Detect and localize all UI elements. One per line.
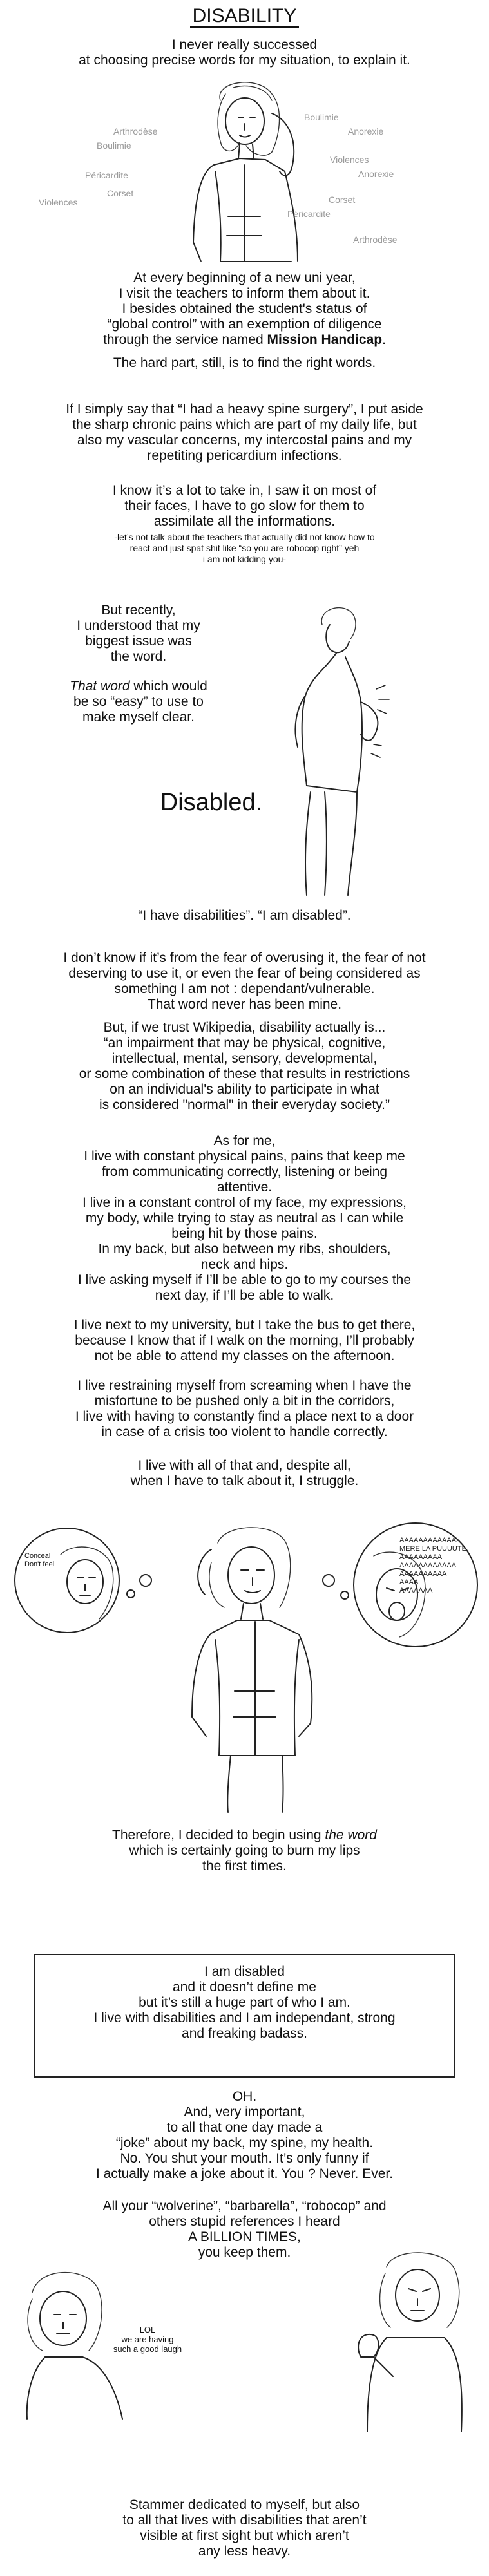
calm-face-sketch xyxy=(54,1542,116,1625)
bus-text: I live next to my university, but I take the bus to get there, because I know that if I walk on the morning, I’ll probably not be able to attend my classes on the afternoon. xyxy=(73,1318,416,1363)
word-boulimie-right: Boulimie xyxy=(304,112,339,122)
disabled-heading: Disabled. xyxy=(160,789,263,816)
fear-text: I don’t know if it’s from the fear of overusing it, the fear of not deserving to use it, or even the fear of being considered as something I am not : dependant/vulnerable. That word never has been mine. xyxy=(63,951,426,1012)
page-title: DISABILITY xyxy=(0,5,489,27)
lot-text: I know it’s a lot to take in, I saw it on most of their faces, I have to go slow for them to assimilate all the informations. xyxy=(112,483,377,529)
oh-text: OH. And, very important, to all that one day made a “joke” about my back, my spine, my health. No. You shut your mouth. It’s only funny if I actually make a joke about it. You ? Never. Ever. xyxy=(95,2089,394,2181)
teachers-aside: -let’s not talk about the teachers that actually did not know how to react and just spat shit like “so you are robocop right” yeh i am not kidding you- xyxy=(114,532,375,564)
conceal-text: Conceal Don't feel xyxy=(24,1552,55,1568)
intro-text: I never really successed at choosing precise words for my situation, to explain it. xyxy=(79,37,410,68)
thought-dot-left-large xyxy=(139,1574,152,1587)
calm-thought-bubble xyxy=(14,1528,120,1633)
word-violences-left: Violences xyxy=(39,197,78,207)
references-text: All your “wolverine”, “barbarella”, “robocop” and others stupid references I heard A BILLION TIMES, you keep them. xyxy=(102,2199,387,2260)
lol-bubble xyxy=(112,2325,183,2376)
word-pericardite-left: Péricardite xyxy=(85,170,128,180)
word-boulimie-left: Boulimie xyxy=(97,140,131,151)
final-dedication-text: Stammer dedicated to myself, but also to all that lives with disabilities that aren’t visible at first sight but which aren’t any less heavy. xyxy=(122,2497,367,2559)
word-violences-right: Violences xyxy=(330,155,369,165)
screaming-thought-bubble xyxy=(353,1522,478,1647)
scream-text: I live restraining myself from screaming when I have the misfortune to be pushed only a bit in the corridors, I live with having to constantly find a place next to a door in case of a crisis too violent to handle correctly. xyxy=(75,1378,414,1439)
screaming-face-sketch xyxy=(361,1549,432,1640)
word-anorexie-right-2: Anorexie xyxy=(358,169,394,179)
word-corset-left: Corset xyxy=(107,188,134,198)
word-arthrodese-right: Arthrodèse xyxy=(353,234,398,245)
back-pain-illustration xyxy=(260,599,412,902)
therefore-text: Therefore, I decided to begin using the word which is certainly going to burn my lips the first times. xyxy=(112,1828,377,1873)
surgery-text: If I simply say that “I had a heavy spine surgery”, I put aside the sharp chronic pains which are part of my daily life, but also my vascular concerns, my intercostal pains and my repetiting pericardium infections. xyxy=(66,402,423,463)
lol-text: LOL we are having such a good laugh xyxy=(113,2325,182,2354)
word-arthrodese-left: Arthrodèse xyxy=(113,126,158,137)
recently-text: But recently, I understood that my biggest issue was the word. xyxy=(77,603,200,664)
despite-text: I live with all of that and, despite all, when I have to talk about it, I struggle. xyxy=(130,1458,359,1488)
hoodie-girl-illustration xyxy=(175,75,314,268)
have-disabilities-text: “I have disabilities”. “I am disabled”. xyxy=(138,908,351,923)
hard-part-text: The hard part, still, is to find the right words. xyxy=(113,355,376,370)
angry-girl-illustration xyxy=(348,2248,477,2434)
that-word-text: That word which would be so “easy” to use to make myself clear. xyxy=(70,679,207,724)
thought-dot-right-small xyxy=(340,1591,349,1600)
wikipedia-text: But, if we trust Wikipedia, disability actually is... “an impairment that may be physical, cognitive, intellectual, mental, sensory, developmental, or some combination of these that results in restrictions on an individual's ability to participate in what is considered "normal" in their everyday society.” xyxy=(79,1020,410,1112)
mission-handicap: Mission Handicap xyxy=(267,332,383,347)
uni-text: At every beginning of a new uni year, I visit the teachers to inform them about it. I besides obtained the student's status of “global control” with an exemption of diligence through the service named Mission Handicap. xyxy=(103,270,386,347)
disabled-statement-box: I am disabled and it doesn’t define me but it’s still a huge part of who I am. I live with disabilities and I am independant, strong and freaking badass. xyxy=(34,1954,455,2078)
thought-dot-left-small xyxy=(126,1589,135,1598)
scream-letters: AAAAAAAAAAAAA MERE LA PUUUUTE AAAAAAAAA AAAAAAAAAAAA AAAAAAAAAA AAAA AAAAAAA xyxy=(399,1537,466,1595)
standing-girl-illustration xyxy=(173,1524,334,1814)
as-for-me-text: As for me, I live with constant physical pains, pains that keep me from communicating correctly, listening or being attentive. I live in a constant control of my face, my expressions, my body, while trying to stay as neutral as I can while being hit by those pains. In my back, but also between my ribs, shoulders, neck and hips. I live asking myself if I’ll be able to go to my courses the next day, if I’ll be able to walk. xyxy=(77,1133,412,1303)
word-anorexie-right: Anorexie xyxy=(348,126,384,137)
word-pericardite-right: Péricardite xyxy=(287,209,331,219)
word-corset-right: Corset xyxy=(329,194,356,205)
